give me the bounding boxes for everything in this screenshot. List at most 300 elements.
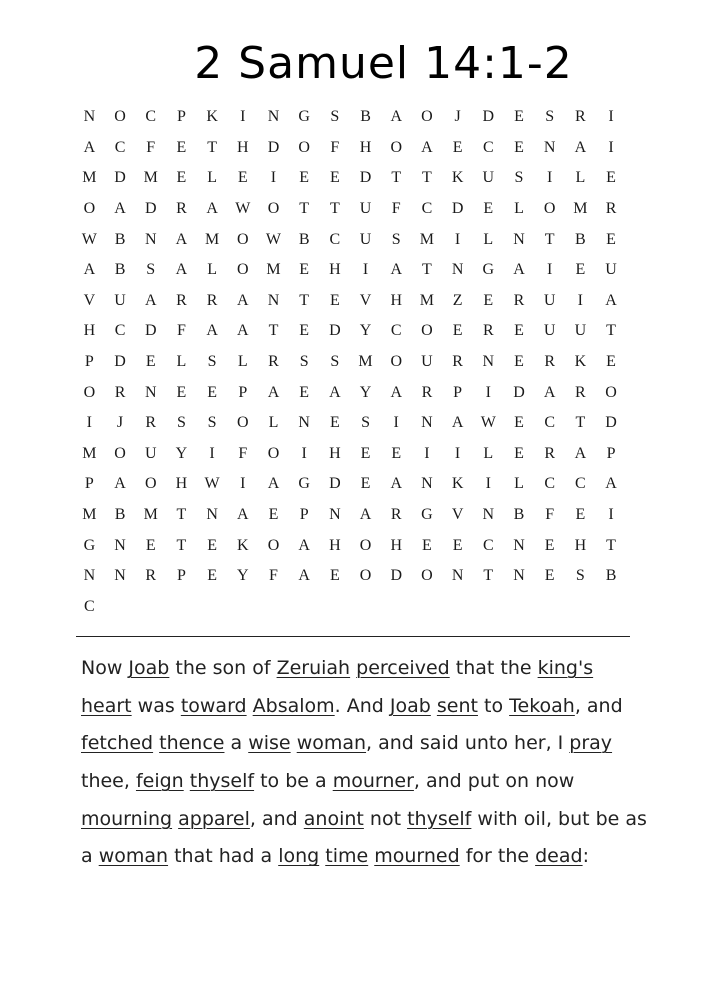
grid-letter[interactable]: A <box>267 475 280 493</box>
grid-letter[interactable]: M <box>143 169 158 187</box>
grid-letter[interactable]: L <box>575 169 586 187</box>
grid-letter[interactable]: D <box>390 567 402 585</box>
grid-letter[interactable]: A <box>267 383 280 401</box>
search-word: sent <box>436 694 478 717</box>
grid-letter[interactable]: P <box>606 444 616 462</box>
grid-letter[interactable]: V <box>451 506 464 524</box>
grid-letter[interactable]: M <box>143 506 158 524</box>
grid-letter[interactable]: E <box>544 536 555 554</box>
grid-letter[interactable]: O <box>605 383 617 401</box>
grid-letter[interactable]: A <box>206 322 218 340</box>
grid-letter[interactable]: R <box>145 414 157 432</box>
grid-letter[interactable]: K <box>451 475 464 493</box>
grid-letter[interactable]: O <box>237 414 249 432</box>
grid-letter[interactable]: C <box>482 138 494 156</box>
grid-letter[interactable]: R <box>421 383 433 401</box>
grid-letter[interactable]: C <box>114 322 126 340</box>
grid-letter[interactable]: A <box>298 567 310 585</box>
grid-letter[interactable]: T <box>176 536 187 554</box>
grid-letter[interactable]: A <box>329 383 341 401</box>
grid-letter[interactable]: H <box>390 536 402 554</box>
grid-letter[interactable]: S <box>146 261 156 279</box>
grid-letter[interactable]: T <box>575 414 586 432</box>
grid-letter[interactable]: I <box>608 108 614 126</box>
grid-letter[interactable]: T <box>391 169 402 187</box>
grid-letter[interactable]: O <box>359 567 372 585</box>
grid-letter[interactable]: R <box>452 353 463 371</box>
grid-letter[interactable]: O <box>114 444 126 462</box>
grid-letter[interactable]: H <box>359 138 372 156</box>
grid-letter[interactable]: I <box>86 414 92 432</box>
grid-letter[interactable]: E <box>299 261 310 279</box>
grid-letter[interactable]: N <box>482 353 495 371</box>
grid-letter[interactable]: C <box>544 414 555 432</box>
grid-letter[interactable]: G <box>298 108 310 126</box>
grid-letter[interactable]: S <box>176 414 186 432</box>
grid-letter[interactable]: A <box>175 261 188 279</box>
grid-letter[interactable]: L <box>514 200 524 218</box>
grid-letter[interactable]: O <box>421 567 433 585</box>
grid-letter[interactable]: E <box>299 169 310 187</box>
grid-letter[interactable]: H <box>237 138 249 156</box>
grid-letter[interactable]: H <box>329 536 341 554</box>
grid-letter[interactable]: D <box>329 322 341 340</box>
grid-letter[interactable]: Z <box>452 291 463 309</box>
grid-letter[interactable]: A <box>390 383 402 401</box>
grid-letter[interactable]: C <box>84 597 95 615</box>
grid-letter[interactable]: I <box>362 261 369 279</box>
search-word: Tekoah <box>509 694 575 717</box>
search-word: king's <box>537 657 594 679</box>
grid-letter[interactable]: F <box>176 322 186 340</box>
grid-letter[interactable]: U <box>482 169 495 187</box>
grid-letter[interactable]: B <box>513 506 525 524</box>
grid-letter[interactable]: D <box>451 200 464 218</box>
passage-text: . And <box>334 694 390 717</box>
grid-letter[interactable]: E <box>145 536 156 554</box>
passage-text: not <box>363 807 408 830</box>
grid-letter[interactable]: L <box>207 169 217 187</box>
search-word: thence <box>159 732 225 755</box>
grid-letter[interactable]: N <box>83 567 96 585</box>
grid-letter[interactable]: I <box>240 475 246 493</box>
grid-letter[interactable]: U <box>605 261 617 279</box>
grid-letter[interactable]: B <box>575 230 586 248</box>
grid-letter[interactable]: D <box>267 138 280 156</box>
grid-letter[interactable]: U <box>359 200 372 218</box>
grid-letter[interactable]: U <box>359 230 372 248</box>
grid-letter[interactable]: C <box>390 322 402 340</box>
grid-letter[interactable]: L <box>514 475 524 493</box>
grid-letter[interactable]: T <box>207 138 217 156</box>
grid-letter[interactable]: B <box>360 108 371 126</box>
grid-letter[interactable]: N <box>298 414 310 432</box>
grid-letter[interactable]: R <box>206 291 218 309</box>
grid-letter[interactable]: E <box>176 138 187 156</box>
grid-letter[interactable]: E <box>514 108 524 126</box>
passage-text: , and put on now <box>413 770 575 793</box>
passage-line <box>81 688 641 726</box>
grid-letter[interactable]: K <box>451 169 464 187</box>
grid-letter[interactable]: A <box>574 138 587 156</box>
grid-letter[interactable]: E <box>575 506 586 524</box>
grid-letter[interactable]: O <box>267 536 280 554</box>
grid-letter[interactable]: N <box>421 475 433 493</box>
grid-letter[interactable]: T <box>606 322 616 340</box>
grid-letter[interactable]: W <box>265 230 282 248</box>
grid-letter[interactable]: M <box>573 200 588 218</box>
grid-letter[interactable]: E <box>483 291 494 309</box>
grid-letter[interactable]: C <box>114 138 126 156</box>
grid-letter[interactable]: G <box>83 536 96 554</box>
grid-letter[interactable]: C <box>482 536 494 554</box>
search-word: Zeruiah <box>276 657 351 679</box>
grid-letter[interactable]: I <box>424 444 430 462</box>
grid-letter[interactable]: W <box>235 200 251 218</box>
search-word: perceived <box>356 657 450 679</box>
grid-letter[interactable]: N <box>114 536 126 554</box>
grid-letter[interactable]: C <box>544 475 555 493</box>
grid-letter[interactable]: C <box>145 108 157 126</box>
grid-letter[interactable]: E <box>391 444 402 462</box>
grid-letter[interactable]: N <box>482 506 495 524</box>
grid-letter[interactable]: N <box>329 506 341 524</box>
grid-letter[interactable]: M <box>419 291 435 309</box>
grid-letter[interactable]: A <box>114 200 126 218</box>
grid-letter[interactable]: I <box>546 261 553 279</box>
grid-letter[interactable]: N <box>513 567 525 585</box>
grid-letter[interactable]: D <box>359 169 372 187</box>
grid-letter[interactable]: I <box>393 414 399 432</box>
grid-letter[interactable]: E <box>514 444 524 462</box>
grid-letter[interactable]: I <box>454 230 461 248</box>
grid-letter[interactable]: N <box>513 230 525 248</box>
grid-letter[interactable]: T <box>329 200 340 218</box>
grid-letter[interactable]: A <box>237 506 249 524</box>
grid-letter[interactable]: M <box>266 261 281 279</box>
grid-letter[interactable]: R <box>176 200 187 218</box>
grid-letter[interactable]: P <box>176 567 186 585</box>
grid-letter[interactable]: S <box>207 414 217 432</box>
grid-letter[interactable]: T <box>176 506 187 524</box>
grid-letter[interactable]: M <box>358 353 373 371</box>
grid-letter[interactable]: R <box>513 291 525 309</box>
grid-letter[interactable]: A <box>605 291 617 309</box>
grid-letter[interactable]: I <box>485 475 491 493</box>
grid-letter[interactable]: A <box>390 108 402 126</box>
grid-letter[interactable]: H <box>83 322 96 340</box>
grid-letter[interactable]: D <box>329 475 341 493</box>
grid-letter[interactable]: A <box>237 291 249 309</box>
grid-letter[interactable]: K <box>237 536 249 554</box>
grid-letter[interactable]: P <box>238 383 248 401</box>
grid-letter[interactable]: E <box>452 322 463 340</box>
grid-letter[interactable]: L <box>483 444 494 462</box>
grid-letter[interactable]: E <box>360 444 371 462</box>
grid-letter[interactable]: I <box>454 444 461 462</box>
grid-letter[interactable]: M <box>204 230 220 248</box>
grid-letter[interactable]: A <box>83 261 96 279</box>
grid-letter[interactable]: O <box>421 108 433 126</box>
grid-letter[interactable]: O <box>390 138 402 156</box>
grid-letter[interactable]: R <box>605 200 617 218</box>
grid-letter[interactable]: R <box>390 506 402 524</box>
divider <box>76 636 630 637</box>
grid-letter[interactable]: D <box>114 353 126 371</box>
grid-letter[interactable]: E <box>145 353 156 371</box>
grid-letter[interactable]: N <box>513 536 525 554</box>
grid-letter[interactable]: U <box>421 353 433 371</box>
grid-letter[interactable]: E <box>422 536 432 554</box>
grid-letter[interactable]: U <box>574 322 587 340</box>
grid-letter[interactable]: H <box>574 536 587 554</box>
grid-letter[interactable]: S <box>330 353 340 371</box>
grid-letter[interactable]: P <box>453 383 463 401</box>
grid-letter[interactable]: E <box>452 536 463 554</box>
grid-letter[interactable]: Y <box>359 322 372 340</box>
grid-letter[interactable]: K <box>206 108 218 126</box>
grid-letter[interactable]: A <box>390 261 402 279</box>
grid-letter[interactable]: A <box>421 138 433 156</box>
grid-letter[interactable]: C <box>575 475 586 493</box>
grid-letter[interactable]: O <box>237 230 249 248</box>
grid-letter[interactable]: A <box>390 475 402 493</box>
grid-letter[interactable]: F <box>391 200 401 218</box>
grid-letter[interactable]: N <box>543 138 556 156</box>
grid-letter[interactable]: A <box>359 506 372 524</box>
grid-letter[interactable]: R <box>268 353 279 371</box>
grid-letter[interactable]: K <box>574 353 587 371</box>
grid-letter[interactable]: A <box>237 322 249 340</box>
grid-letter[interactable]: M <box>82 444 97 462</box>
grid-letter[interactable]: O <box>267 444 280 462</box>
grid-letter[interactable]: O <box>267 200 280 218</box>
grid-letter[interactable]: Y <box>237 567 249 585</box>
grid-letter[interactable]: J <box>454 108 461 126</box>
grid-letter[interactable]: F <box>545 506 555 524</box>
grid-letter[interactable]: U <box>543 291 556 309</box>
grid-letter[interactable]: E <box>207 567 217 585</box>
grid-letter[interactable]: B <box>114 506 126 524</box>
grid-letter[interactable]: H <box>175 475 188 493</box>
grid-letter[interactable]: F <box>146 138 156 156</box>
grid-letter[interactable]: V <box>83 291 96 309</box>
grid-letter[interactable]: R <box>114 383 126 401</box>
grid-letter[interactable]: I <box>270 169 277 187</box>
grid-letter[interactable]: A <box>83 138 96 156</box>
grid-letter[interactable]: E <box>514 414 524 432</box>
grid-letter[interactable]: E <box>483 200 494 218</box>
grid-letter[interactable]: I <box>577 291 583 309</box>
grid-letter[interactable]: L <box>483 230 494 248</box>
grid-letter[interactable]: L <box>176 353 187 371</box>
grid-letter[interactable]: A <box>513 261 525 279</box>
grid-letter[interactable]: L <box>207 261 217 279</box>
grid-letter[interactable]: T <box>544 230 555 248</box>
grid-letter[interactable]: E <box>329 567 340 585</box>
grid-letter[interactable]: P <box>299 506 309 524</box>
grid-letter[interactable]: O <box>421 322 433 340</box>
grid-letter[interactable]: J <box>116 414 124 432</box>
grid-letter[interactable]: E <box>299 383 310 401</box>
grid-letter[interactable]: E <box>207 383 217 401</box>
grid-letter[interactable]: A <box>451 414 464 432</box>
grid-letter[interactable]: B <box>114 230 126 248</box>
grid-letter[interactable]: N <box>144 230 157 248</box>
grid-letter[interactable]: E <box>606 353 616 371</box>
grid-letter[interactable]: E <box>176 169 187 187</box>
grid-letter[interactable]: I <box>608 506 614 524</box>
grid-letter[interactable]: O <box>359 536 372 554</box>
grid-letter[interactable]: E <box>544 567 555 585</box>
grid-letter[interactable]: E <box>514 353 524 371</box>
grid-letter[interactable]: S <box>391 230 401 248</box>
grid-letter[interactable]: I <box>240 108 246 126</box>
grid-letter[interactable]: O <box>83 200 96 218</box>
grid-letter[interactable]: E <box>329 414 340 432</box>
grid-letter[interactable]: H <box>390 291 402 309</box>
grid-letter[interactable]: F <box>238 444 248 462</box>
grid-letter[interactable]: F <box>269 567 278 585</box>
grid-letter[interactable]: U <box>144 444 157 462</box>
grid-letter[interactable]: T <box>268 322 279 340</box>
grid-letter[interactable]: A <box>175 230 188 248</box>
grid-letter[interactable]: T <box>422 261 432 279</box>
grid-letter[interactable]: R <box>145 567 157 585</box>
grid-letter[interactable]: I <box>209 444 215 462</box>
grid-letter[interactable]: S <box>575 567 585 585</box>
grid-letter[interactable]: T <box>483 567 494 585</box>
grid-letter[interactable]: H <box>329 444 341 462</box>
grid-letter[interactable]: Y <box>175 444 188 462</box>
grid-letter[interactable]: V <box>359 291 372 309</box>
grid-letter[interactable]: A <box>574 444 587 462</box>
grid-letter[interactable]: N <box>267 291 280 309</box>
grid-letter[interactable]: E <box>207 536 217 554</box>
grid-letter[interactable]: D <box>144 322 157 340</box>
grid-letter[interactable]: T <box>299 200 310 218</box>
grid-letter[interactable]: B <box>114 261 126 279</box>
grid-letter[interactable]: W <box>204 475 220 493</box>
grid-letter[interactable]: E <box>360 475 371 493</box>
grid-letter[interactable]: A <box>206 200 218 218</box>
grid-letter[interactable]: O <box>298 138 310 156</box>
grid-letter[interactable]: O <box>83 383 96 401</box>
grid-letter[interactable]: A <box>298 536 310 554</box>
grid-letter[interactable]: E <box>606 230 616 248</box>
grid-letter[interactable]: I <box>546 169 553 187</box>
grid-letter[interactable]: O <box>237 261 249 279</box>
grid-letter[interactable]: E <box>268 506 279 524</box>
grid-letter[interactable]: S <box>207 353 217 371</box>
grid-letter[interactable]: S <box>545 108 555 126</box>
grid-letter[interactable]: N <box>83 108 96 126</box>
grid-letter[interactable]: N <box>144 383 157 401</box>
grid-letter[interactable]: W <box>480 414 496 432</box>
grid-letter[interactable]: M <box>82 506 97 524</box>
grid-letter[interactable]: C <box>329 230 341 248</box>
grid-letter[interactable]: N <box>451 261 464 279</box>
grid-letter[interactable]: S <box>299 353 309 371</box>
grid-letter[interactable]: C <box>421 200 433 218</box>
grid-letter[interactable]: U <box>543 322 556 340</box>
grid-letter[interactable]: G <box>482 261 495 279</box>
grid-letter[interactable]: M <box>82 169 97 187</box>
grid-letter[interactable]: N <box>206 506 218 524</box>
grid-letter[interactable]: S <box>330 108 340 126</box>
grid-letter[interactable]: R <box>176 291 187 309</box>
grid-letter[interactable]: S <box>361 414 370 432</box>
grid-letter[interactable]: I <box>301 444 307 462</box>
grid-letter[interactable]: D <box>605 414 617 432</box>
grid-letter[interactable]: B <box>298 230 310 248</box>
grid-letter[interactable]: E <box>514 322 524 340</box>
grid-letter[interactable]: Y <box>359 383 372 401</box>
grid-letter[interactable]: D <box>482 108 495 126</box>
grid-letter[interactable]: F <box>330 138 340 156</box>
grid-letter[interactable]: E <box>237 169 248 187</box>
grid-letter[interactable]: S <box>514 169 524 187</box>
grid-letter[interactable]: L <box>237 353 248 371</box>
grid-letter[interactable]: N <box>114 567 126 585</box>
grid-letter[interactable]: B <box>605 567 617 585</box>
grid-letter[interactable]: W <box>81 230 97 248</box>
grid-letter[interactable]: P <box>84 353 94 371</box>
grid-letter[interactable]: O <box>543 200 556 218</box>
grid-letter[interactable]: G <box>298 475 310 493</box>
grid-letter[interactable]: M <box>419 230 435 248</box>
grid-letter[interactable]: T <box>422 169 432 187</box>
grid-letter[interactable]: D <box>513 383 525 401</box>
grid-letter[interactable]: A <box>144 291 157 309</box>
grid-letter[interactable]: T <box>606 536 616 554</box>
grid-letter[interactable]: E <box>329 291 340 309</box>
grid-letter[interactable]: D <box>144 200 157 218</box>
grid-letter[interactable]: O <box>390 353 402 371</box>
grid-letter[interactable]: R <box>544 444 555 462</box>
grid-letter[interactable]: N <box>421 414 433 432</box>
grid-letter[interactable]: R <box>544 353 555 371</box>
grid-letter[interactable]: L <box>268 414 279 432</box>
grid-letter[interactable]: P <box>176 108 186 126</box>
grid-letter[interactable]: T <box>299 291 310 309</box>
grid-letter[interactable]: R <box>482 322 494 340</box>
grid-letter[interactable]: O <box>144 475 157 493</box>
grid-letter[interactable]: O <box>114 108 126 126</box>
grid-letter[interactable]: I <box>608 138 614 156</box>
grid-letter[interactable]: P <box>84 475 94 493</box>
grid-letter[interactable]: N <box>267 108 280 126</box>
grid-letter[interactable]: I <box>485 383 491 401</box>
grid-letter[interactable]: A <box>114 475 126 493</box>
grid-letter[interactable]: R <box>575 383 586 401</box>
grid-letter[interactable]: A <box>605 475 617 493</box>
grid-letter[interactable]: H <box>329 261 341 279</box>
grid-letter[interactable]: E <box>452 138 463 156</box>
grid-letter[interactable]: E <box>299 322 310 340</box>
grid-letter[interactable]: E <box>575 261 586 279</box>
grid-letter[interactable]: E <box>176 383 187 401</box>
grid-letter[interactable]: U <box>114 291 126 309</box>
grid-letter[interactable]: E <box>514 138 524 156</box>
grid-letter[interactable]: D <box>114 169 126 187</box>
grid-letter[interactable]: A <box>543 383 556 401</box>
grid-letter[interactable]: R <box>575 108 586 126</box>
grid-letter[interactable]: E <box>606 169 616 187</box>
grid-letter[interactable]: G <box>421 506 433 524</box>
grid-letter[interactable]: N <box>451 567 464 585</box>
grid-letter[interactable]: E <box>329 169 340 187</box>
